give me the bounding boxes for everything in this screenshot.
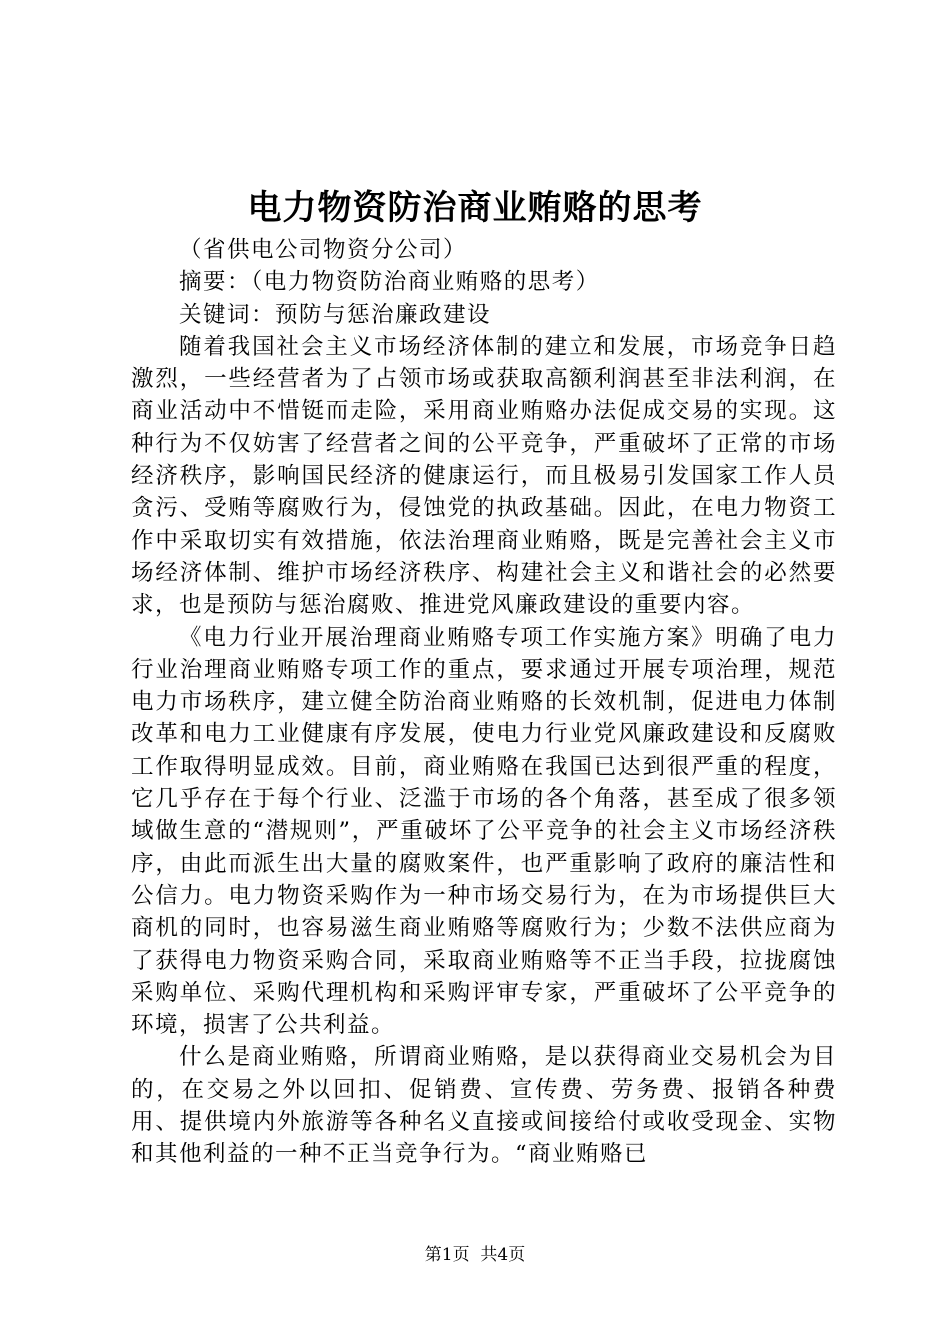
document-body [131,234,837,1171]
keywords-line: 关键词：预防与惩治廉政建设 [179,301,492,328]
body-paragraph: 什么是商业贿赂，所谓商业贿赂，是以获得商业交易机会为目的，在交易之外以回扣、促销费、宣传费、劳务费、报销各种费用、提供境内外旅游等各种名义直接或间接给付或收受现金、实物和其他利益的一种不正当竞争行为。“商业贿赂已 [131,1044,837,1168]
abstract-line: 摘要：（电力物资防治商业贿赂的思考） [179,269,600,296]
document-title: 电力物资防治商业贿赂的思考 [247,188,703,228]
body-paragraph: 《电力行业开展治理商业贿赂专项工作实施方案》明确了电力行业治理商业贿赂专项工作的重点，要求通过开展专项治理，规范电力市场秩序，建立健全防治商业贿赂的长效机制，促进电力体制改革和电力工业健康有序发展，使电力行业党风廉政建设和反腐败工作取得明显成效。目前，商业贿赂在我国已达到很严重的程度，它几乎存在于每个行业、泛滥于市场的各个角落，甚至成了很多领域做生意的“潜规则”，严重破坏了公平竞争的社会主义市场经济秩序，由此而派生出大量的腐败案件，也严重影响了政府的廉洁性和公信力。电力物资采购作为一种市场交易行为，在为市场提供巨大商机的同时，也容易滋生商业贿赂等腐败行为；少数不法供应商为了获得电力物资采购合同，采取商业贿赂等不正当手段，拉拢腐蚀采购单位、采购代理机构和采购评审专家，严重破坏了公平竞争的环境，损害了公共利益。 [131,624,837,1039]
author-line: （省供电公司物资分公司） [179,237,468,263]
body-paragraph: 随着我国社会主义市场经济体制的建立和发展，市场竞争日趋激烈，一些经营者为了占领市场或获取高额利润甚至非法利润，在商业活动中不惜铤而走险，采用商业贿赂办法促成交易的实现。这种行为不仅妨害了经营者之间的公平竞争，严重破坏了正常的市场经济秩序，影响国民经济的健康运行，而且极易引发国家工作人员贪污、受贿等腐败行为，侵蚀党的执政基础。因此，在电力物资工作中采取切实有效措施，依法治理商业贿赂，既是完善社会主义市场经济体制、维护市场经济秩序、构建社会主义和谐社会的必然要求，也是预防与惩治腐败、推进党风廉政建设的重要内容。 [131,333,837,619]
page-total: 共4页 [480,1245,526,1265]
page-footer [0,1243,950,1267]
page-number: 第1页 [424,1245,470,1265]
